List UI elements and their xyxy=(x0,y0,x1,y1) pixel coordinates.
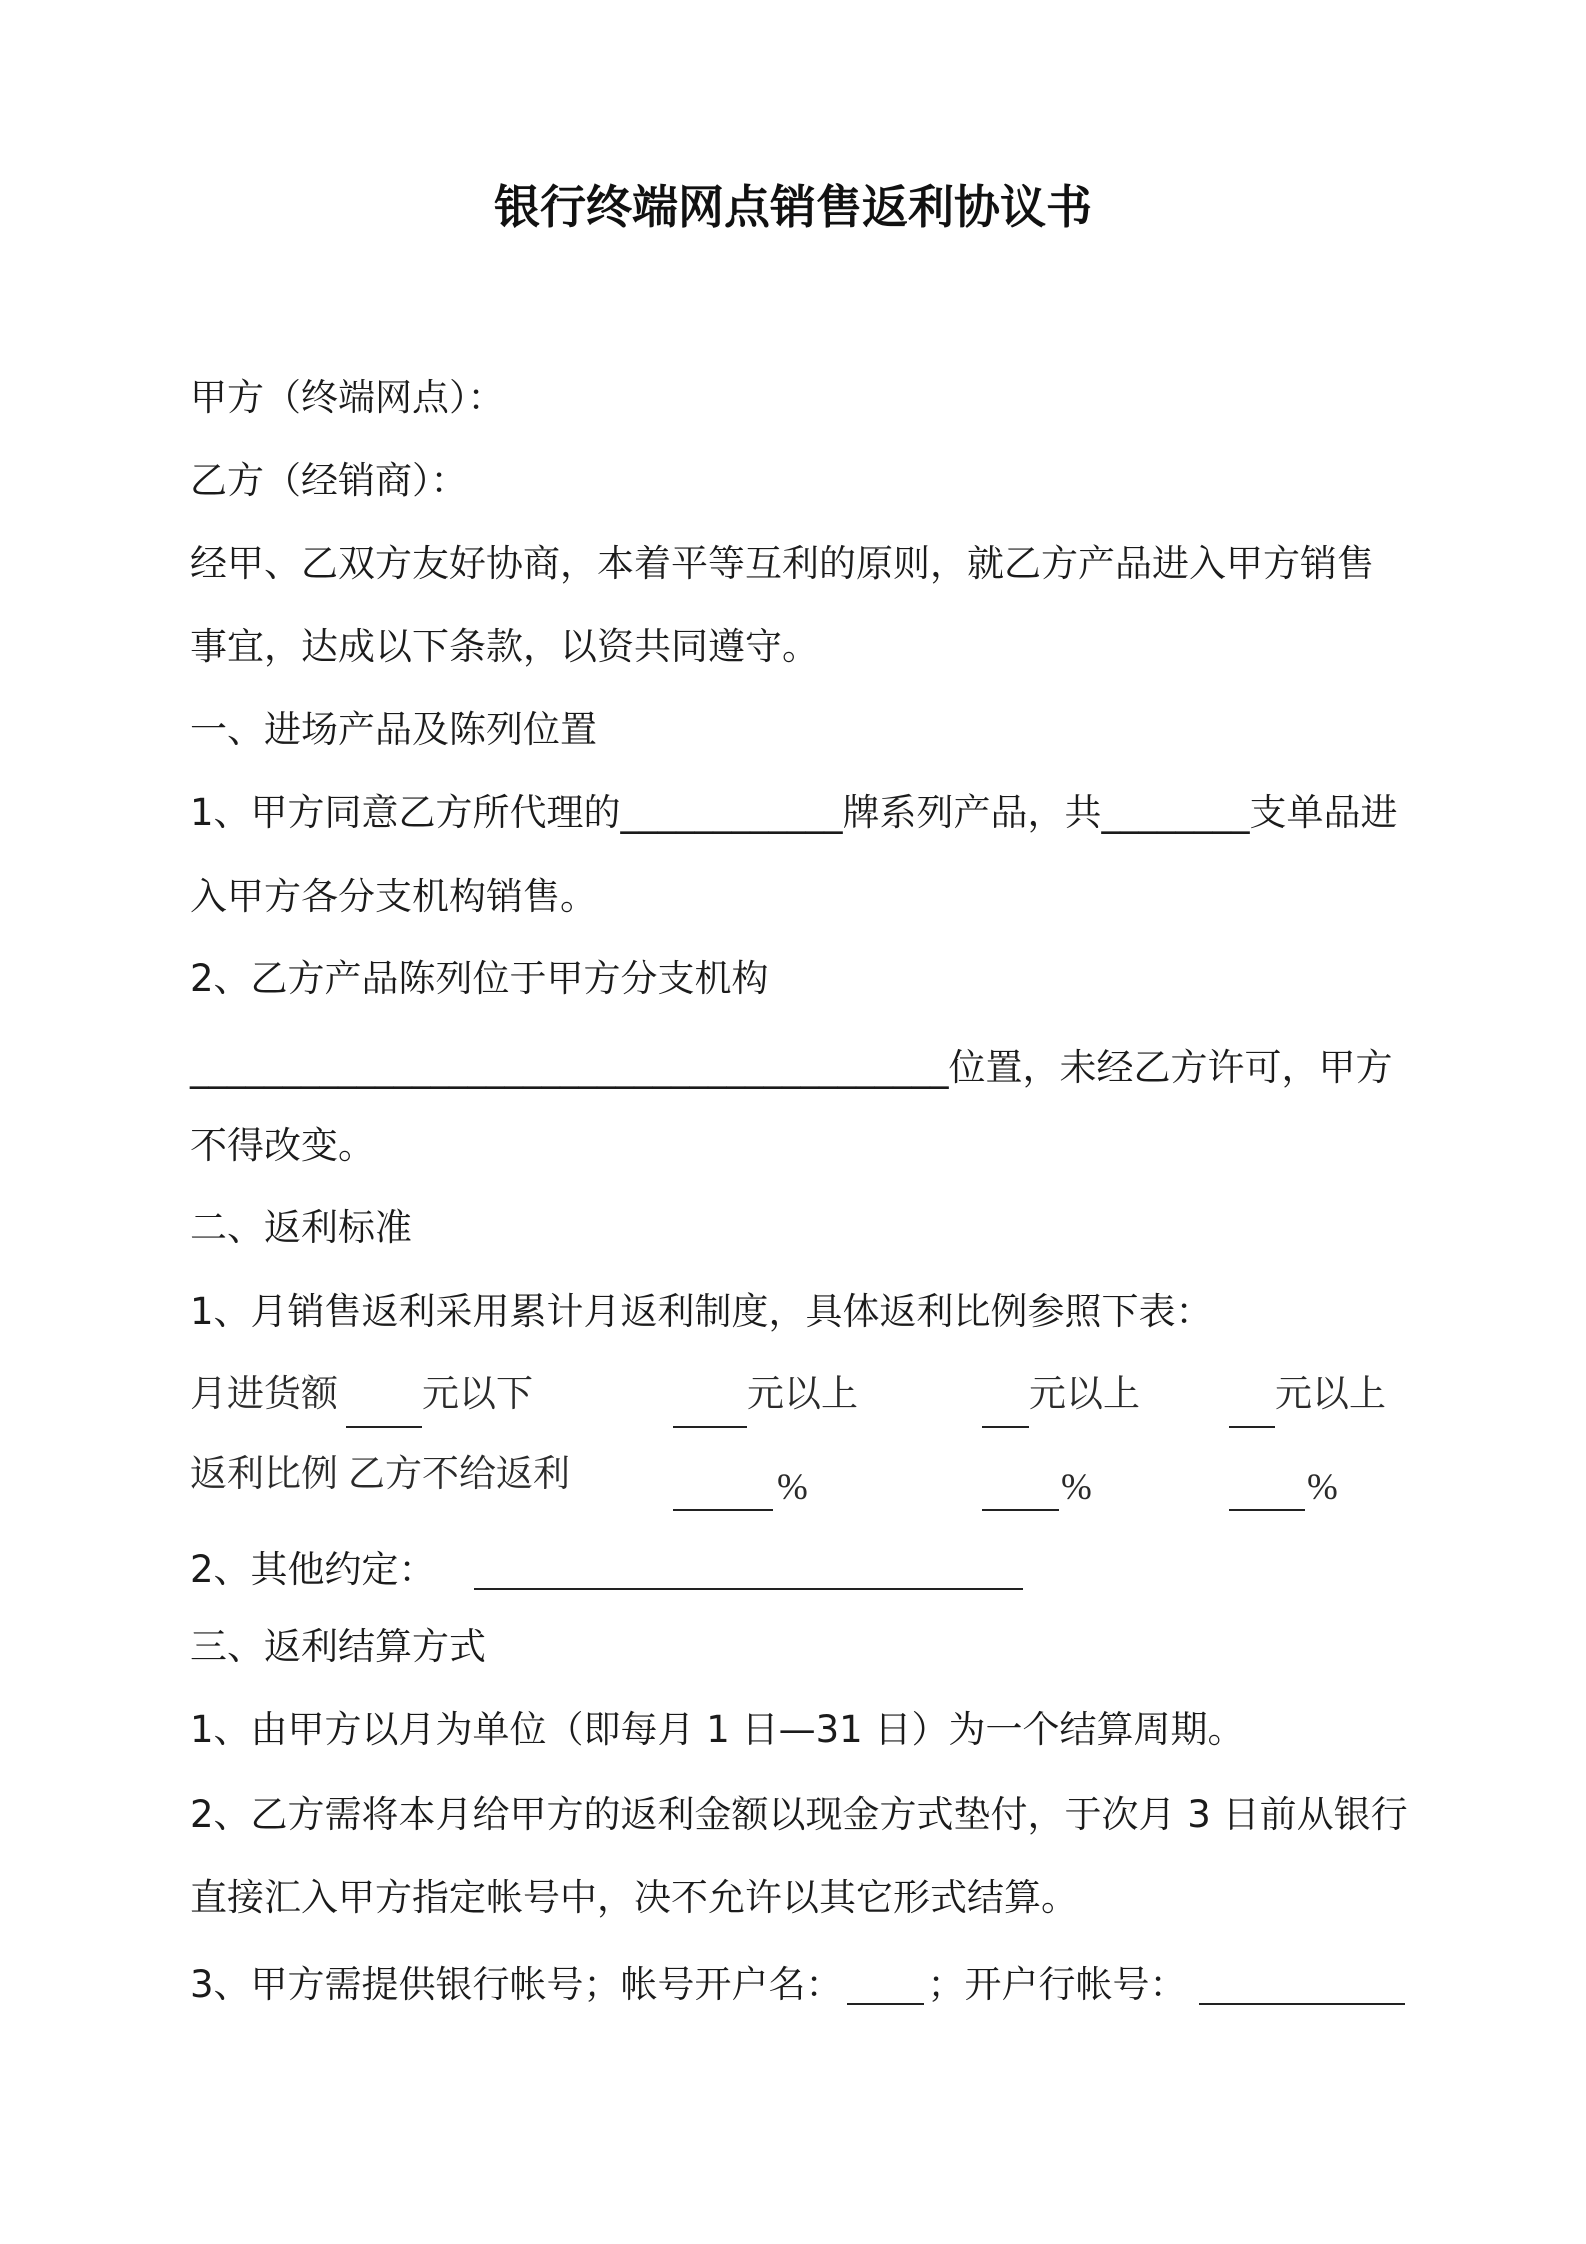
tier-2-amount-blank xyxy=(673,1426,747,1428)
tier-3-amount-blank xyxy=(982,1426,1029,1428)
section-3-item-3 xyxy=(190,1959,1405,2011)
other-terms-blank xyxy=(474,1588,1023,1590)
section-1-item-2-line-1: 2、乙方产品陈列位于甲方分支机构 xyxy=(190,957,769,1000)
section-3-item-2-line-1: 2、乙方需将本月给甲方的返利金额以现金方式垫付，于次月 3 日前从银行 xyxy=(190,1793,1408,1836)
party-b-line: 乙方（经销商）： xyxy=(190,459,468,502)
account-number-blank xyxy=(1199,2003,1405,2005)
tier-2-percent: % xyxy=(777,1467,808,1508)
section-2-item-2 xyxy=(190,1544,1023,1596)
brand-blank: ____________ xyxy=(620,791,843,834)
item-text: 牌系列产品，共 xyxy=(842,791,1102,834)
section-3-heading: 三、返利结算方式 xyxy=(190,1625,486,1668)
intro-paragraph-line-1: 经甲、乙双方友好协商，本着平等互利的原则，就乙方产品进入甲方销售 xyxy=(190,542,1374,585)
account-name-blank xyxy=(847,2003,924,2005)
tier-4-amount-blank xyxy=(1229,1426,1275,1428)
other-terms-label: 2、其他约定： xyxy=(190,1548,436,1591)
tier-1-amount-blank xyxy=(346,1426,422,1428)
tier-4-percent: % xyxy=(1307,1467,1338,1508)
section-3-item-2-line-2: 直接汇入甲方指定帐号中，决不允许以其它形式结算。 xyxy=(190,1876,1078,1919)
tier-1-rebate: 乙方不给返利 xyxy=(348,1454,570,1495)
section-1-item-2-line-3: 不得改变。 xyxy=(190,1124,375,1167)
item-text: 支单品进 xyxy=(1249,791,1398,834)
section-2-heading: 二、返利标准 xyxy=(190,1206,412,1249)
intro-paragraph-line-2: 事宜，达成以下条款，以资共同遵守。 xyxy=(190,625,819,668)
item-text: ；开户行帐号： xyxy=(927,1963,1187,2006)
tier-2-rate-blank xyxy=(673,1509,773,1511)
tier-3-percent: % xyxy=(1061,1467,1092,1508)
item-text: 3、甲方需提供银行帐号；帐号开户名： xyxy=(190,1963,843,2006)
tier-3-rate-blank xyxy=(982,1509,1059,1511)
item-text: 1、甲方同意乙方所代理的 xyxy=(190,791,621,834)
tier-1-unit: 元以下 xyxy=(422,1374,533,1415)
tier-2-unit: 元以上 xyxy=(747,1374,858,1415)
position-blank: _________________________________________ xyxy=(190,1046,949,1089)
quantity-blank: ________ xyxy=(1101,791,1250,834)
item-text: 位置，未经乙方许可，甲方 xyxy=(948,1046,1393,1089)
section-3-item-1: 1、由甲方以月为单位（即每月 1 日—31 日）为一个结算周期。 xyxy=(190,1708,1245,1751)
document-title: 银行终端网点销售返利协议书 xyxy=(494,180,1092,234)
tier-4-unit: 元以上 xyxy=(1275,1374,1386,1415)
party-a-line: 甲方（终端网点）： xyxy=(190,376,505,419)
section-2-item-1: 1、月销售返利采用累计月返利制度，具体返利比例参照下表： xyxy=(190,1290,1213,1333)
tier-3-unit: 元以上 xyxy=(1029,1374,1140,1415)
purchase-amount-label: 月进货额 xyxy=(190,1374,338,1415)
tier-4-rate-blank xyxy=(1229,1509,1305,1511)
rebate-rate-label: 返利比例 xyxy=(190,1454,338,1495)
section-1-item-1-line-2: 入甲方各分支机构销售。 xyxy=(190,875,597,918)
section-1-item-2-line-2 xyxy=(190,1042,1393,1094)
section-1-item-1-line-1 xyxy=(190,787,1398,839)
section-1-heading: 一、进场产品及陈列位置 xyxy=(190,708,597,751)
